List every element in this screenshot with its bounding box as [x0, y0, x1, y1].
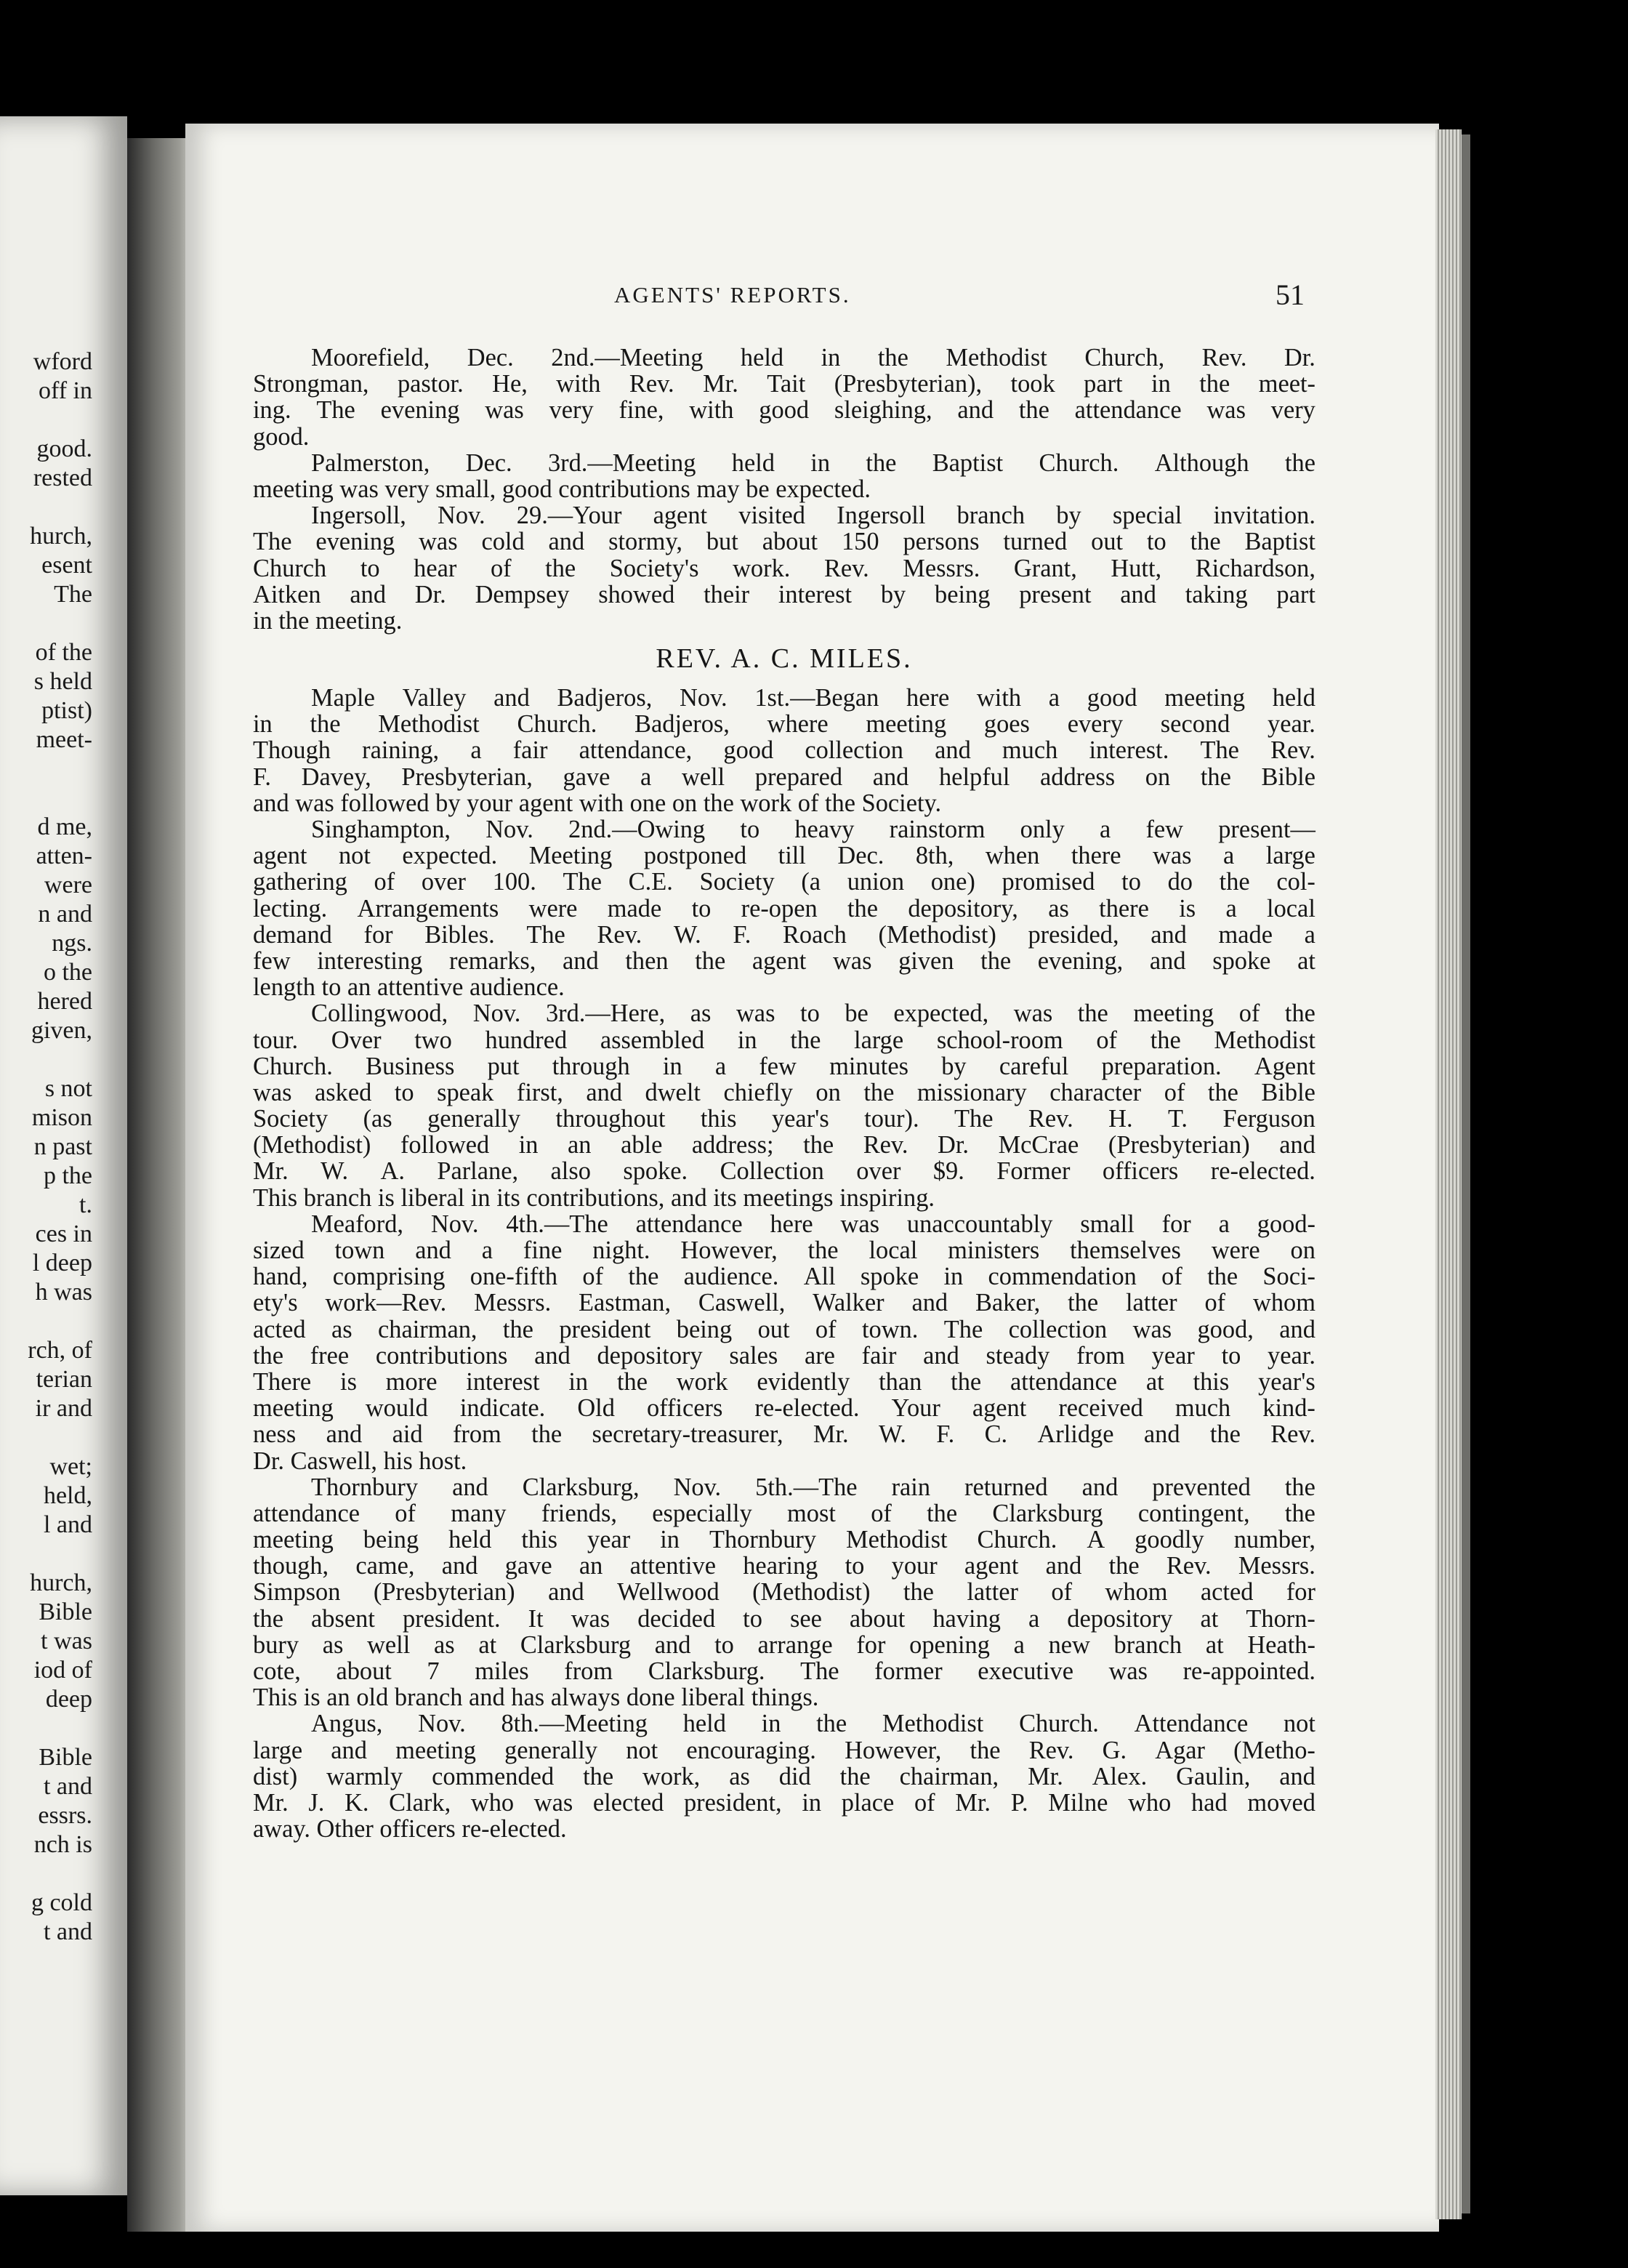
- text-line: Church. Business put through in a few minutes by careful preparation. Agent: [253, 1052, 1315, 1080]
- text-line: Maple Valley and Badjeros, Nov. 1st.—Began here with a good meeting held: [311, 684, 1315, 712]
- facing-page-line: iod of: [33, 1657, 92, 1684]
- facing-page-line: t and: [43, 1918, 92, 1945]
- text-line: meeting would indicate. Old officers re-elected. Your agent received much kind-: [253, 1394, 1315, 1423]
- facing-page-line: l deep: [32, 1250, 92, 1276]
- text-line: in the meeting.: [253, 606, 403, 635]
- facing-page-line: wet;: [49, 1453, 92, 1480]
- text-line: cote, about 7 miles from Clarksburg. The former executive was re-appointed.: [253, 1657, 1315, 1685]
- facing-page-line: t and: [43, 1773, 92, 1800]
- text-line: Singhampton, Nov. 2nd.—Owing to heavy rainstorm only a few present—: [311, 816, 1315, 843]
- text-line: The evening was cold and stormy, but about 150 persons turned out to the Baptist: [253, 528, 1315, 556]
- facing-page-line: [28, 406, 92, 435]
- text-line: agent not expected. Meeting postponed till Dec. 8th, when there was a large: [253, 842, 1315, 870]
- text-line: in the Methodist Church. Badjeros, where meeting goes every second year.: [253, 710, 1315, 739]
- facing-page-line: The: [54, 581, 92, 608]
- facing-page-line: off in: [39, 377, 92, 404]
- facing-page-line: t was: [41, 1628, 92, 1654]
- report-paragraph: [253, 345, 1315, 450]
- facing-page-line: [28, 784, 92, 813]
- facing-page-line: h was: [35, 1279, 92, 1306]
- facing-page-line: terian: [36, 1366, 92, 1393]
- text-line: length to an attentive audience.: [253, 973, 565, 1002]
- text-line: attendance of many friends, especially most of the Clarksburg contingent, the: [253, 1499, 1315, 1527]
- facing-page-line: d me,: [37, 813, 92, 840]
- facing-page-line: rested: [33, 465, 92, 491]
- facing-page-line: meet-: [36, 726, 92, 753]
- text-line: few interesting remarks, and then the agent was given the evening, and spoke at: [253, 946, 1315, 975]
- text-line: Dr. Caswell, his host.: [253, 1447, 467, 1475]
- facing-page-line: held,: [43, 1482, 92, 1509]
- facing-page-line: were: [44, 872, 92, 898]
- paragraphs-before-heading: [253, 345, 1315, 634]
- text-line: Collingwood, Nov. 3rd.—Here, as was to be expected, was the meeting of the: [311, 1000, 1315, 1028]
- facing-page-line: ngs.: [52, 930, 92, 957]
- text-line: Mr. J. K. Clark, who was elected president, in place of Mr. P. Milne who had moved: [253, 1788, 1315, 1817]
- facing-page-line: t.: [79, 1191, 92, 1218]
- facing-page-line: ptist): [41, 697, 92, 724]
- facing-page-line: s not: [44, 1075, 92, 1102]
- text-line: good.: [253, 422, 310, 451]
- report-paragraph: [253, 1211, 1315, 1474]
- text-line: Society (as generally throughout this year's tour). The Rev. H. T. Ferguson: [253, 1105, 1315, 1133]
- running-head: AGENTS' REPORTS.: [614, 282, 851, 307]
- text-line: ety's work—Rev. Messrs. Eastman, Caswell, Walker and Baker, the latter of whom: [253, 1289, 1315, 1317]
- text-line: Angus, Nov. 8th.—Meeting held in the Methodist Church. Attendance not: [311, 1710, 1315, 1738]
- report-paragraph: [253, 1474, 1315, 1711]
- text-line: large and meeting generally not encouraging. However, the Rev. G. Agar (Metho-: [253, 1736, 1315, 1764]
- facing-page-line: n past: [33, 1133, 92, 1160]
- facing-page-line: atten-: [36, 843, 92, 869]
- book-gutter: [127, 138, 193, 2232]
- facing-page-line: [28, 609, 92, 638]
- facing-page-line: of the: [35, 639, 92, 666]
- page-number: 51: [1276, 278, 1305, 311]
- facing-page-line: Bible: [39, 1599, 92, 1625]
- text-line: the absent president. It was decided to see about having a depository at Thorn-: [253, 1604, 1315, 1633]
- text-line: sized town and a fine night. However, the local ministers themselves were on: [253, 1236, 1315, 1264]
- facing-page-line: Bible: [39, 1744, 92, 1771]
- facing-page-line: ces in: [35, 1221, 92, 1247]
- facing-page-line: [28, 493, 92, 522]
- facing-page-line: hurch,: [30, 523, 92, 550]
- report-paragraph: [253, 1000, 1315, 1211]
- text-line: bury as well as at Clarksburg and to arrange for opening a new branch at Heath-: [253, 1630, 1315, 1659]
- text-line: was asked to speak first, and dwelt chiefly on the missionary character of the Bible: [253, 1078, 1315, 1106]
- facing-page-line: p the: [43, 1162, 92, 1189]
- facing-page-line: o the: [43, 959, 92, 986]
- facing-page-line: mison: [31, 1104, 92, 1131]
- book-cover-edge: [1462, 134, 1470, 2213]
- text-line: tour. Over two hundred assembled in the large school-room of the Methodist: [253, 1026, 1315, 1054]
- text-line: demand for Bibles. The Rev. W. F. Roach (Methodist) presided, and made a: [253, 920, 1315, 949]
- text-line: gathering of over 100. The C.E. Society (a union one) promised to do the col-: [253, 868, 1315, 896]
- text-line: F. Davey, Presbyterian, gave a well prepared and helpful address on the Bible: [253, 763, 1315, 791]
- facing-page-line: deep: [45, 1686, 92, 1713]
- paragraphs-after-heading: [253, 685, 1315, 1842]
- facing-page-line: ir and: [35, 1395, 92, 1422]
- facing-page: [0, 116, 127, 2195]
- facing-page-line: [28, 1307, 92, 1336]
- facing-page-line: [28, 1540, 92, 1569]
- text-line: the free contributions and depository sales are fair and steady from year to year.: [253, 1341, 1315, 1370]
- text-line: Mr. W. A. Parlane, also spoke. Collection over $9. Former officers re-elected.: [253, 1157, 1315, 1186]
- text-line: dist) warmly commended the work, as did the chairman, Mr. Alex. Gaulin, and: [253, 1762, 1315, 1790]
- report-paragraph: [253, 450, 1315, 502]
- facing-page-line: given,: [31, 1017, 92, 1044]
- facing-page-line: [28, 755, 92, 784]
- report-paragraph: [253, 816, 1315, 1000]
- text-line: Moorefield, Dec. 2nd.—Meeting held in the Methodist Church, Rev. Dr.: [311, 344, 1315, 371]
- facing-page-line: [28, 1423, 92, 1452]
- page-edges: [1435, 129, 1462, 2219]
- text-line: though, came, and gave an attentive hearing to your agent and the Rev. Messrs.: [253, 1552, 1315, 1580]
- page-body: [253, 345, 1315, 1842]
- facing-page-line: g cold: [31, 1889, 92, 1916]
- text-line: acted as chairman, the president being out of town. The collection was good, and: [253, 1315, 1315, 1343]
- report-paragraph: [253, 1710, 1315, 1842]
- facing-page-text: [28, 347, 92, 1947]
- page-header: [185, 278, 1439, 318]
- text-line: (Methodist) followed in an able address; the Rev. Dr. McCrae (Presbyterian) and: [253, 1131, 1315, 1159]
- facing-page-line: s held: [33, 668, 92, 695]
- facing-page-line: [28, 1859, 92, 1889]
- text-line: ing. The evening was very fine, with good sleighing, and the attendance was very: [253, 396, 1315, 425]
- text-line: away. Other officers re-elected.: [253, 1815, 567, 1843]
- facing-page-line: essrs.: [38, 1802, 92, 1829]
- text-line: Meaford, Nov. 4th.—The attendance here was unaccountably small for a good-: [311, 1210, 1315, 1238]
- text-line: meeting was very small, good contributions may be expected.: [253, 475, 871, 503]
- facing-page-line: nch is: [33, 1831, 92, 1858]
- facing-page-line: l and: [43, 1511, 92, 1538]
- facing-page-line: hered: [37, 988, 92, 1015]
- text-line: This branch is liberal in its contributions, and its meetings inspiring.: [253, 1183, 935, 1212]
- facing-page-line: [28, 1714, 92, 1743]
- text-line: Though raining, a fair attendance, good collection and much interest. The Rev.: [253, 736, 1315, 765]
- facing-page-line: [28, 1045, 92, 1074]
- facing-page-line: hurch,: [30, 1569, 92, 1596]
- text-line: Ingersoll, Nov. 29.—Your agent visited Ingersoll branch by special invitation.: [311, 502, 1315, 530]
- text-line: This is an old branch and has always done liberal things.: [253, 1684, 819, 1712]
- facing-page-line: wford: [33, 348, 92, 375]
- text-line: meeting being held this year in Thornbury Methodist Church. A goodly number,: [253, 1526, 1315, 1554]
- text-line: Church to hear of the Society's work. Rev. Messrs. Grant, Hutt, Richardson,: [253, 554, 1315, 582]
- facing-page-line: rch, of: [28, 1337, 92, 1364]
- facing-page-line: n and: [38, 901, 92, 928]
- facing-page-line: good.: [36, 435, 92, 462]
- text-line: Aitken and Dr. Dempsey showed their interest by being present and taking part: [253, 580, 1315, 608]
- report-paragraph: [253, 502, 1315, 634]
- section-heading: REV. A. C. MILES.: [656, 643, 913, 675]
- text-line: and was followed by your agent with one on the work of the Society.: [253, 789, 942, 817]
- report-paragraph: [253, 685, 1315, 816]
- text-line: Palmerston, Dec. 3rd.—Meeting held in the Baptist Church. Although the: [311, 449, 1315, 477]
- text-line: There is more interest in the work evidently than the attendance at this year's: [253, 1367, 1315, 1396]
- text-line: Strongman, pastor. He, with Rev. Mr. Tait (Presbyterian), took part in the meet-: [253, 370, 1315, 398]
- text-line: Simpson (Presbyterian) and Wellwood (Methodist) the latter of whom acted for: [253, 1578, 1315, 1606]
- facing-page-line: esent: [41, 552, 92, 579]
- text-line: ness and aid from the secretary-treasurer, Mr. W. F. C. Arlidge and the Rev.: [253, 1420, 1315, 1449]
- text-line: Thornbury and Clarksburg, Nov. 5th.—The rain returned and prevented the: [311, 1473, 1315, 1501]
- text-line: hand, comprising one-fifth of the audience. All spoke in commendation of the Soci-: [253, 1263, 1315, 1291]
- text-line: lecting. Arrangements were made to re-open the depository, as there is a local: [253, 894, 1315, 922]
